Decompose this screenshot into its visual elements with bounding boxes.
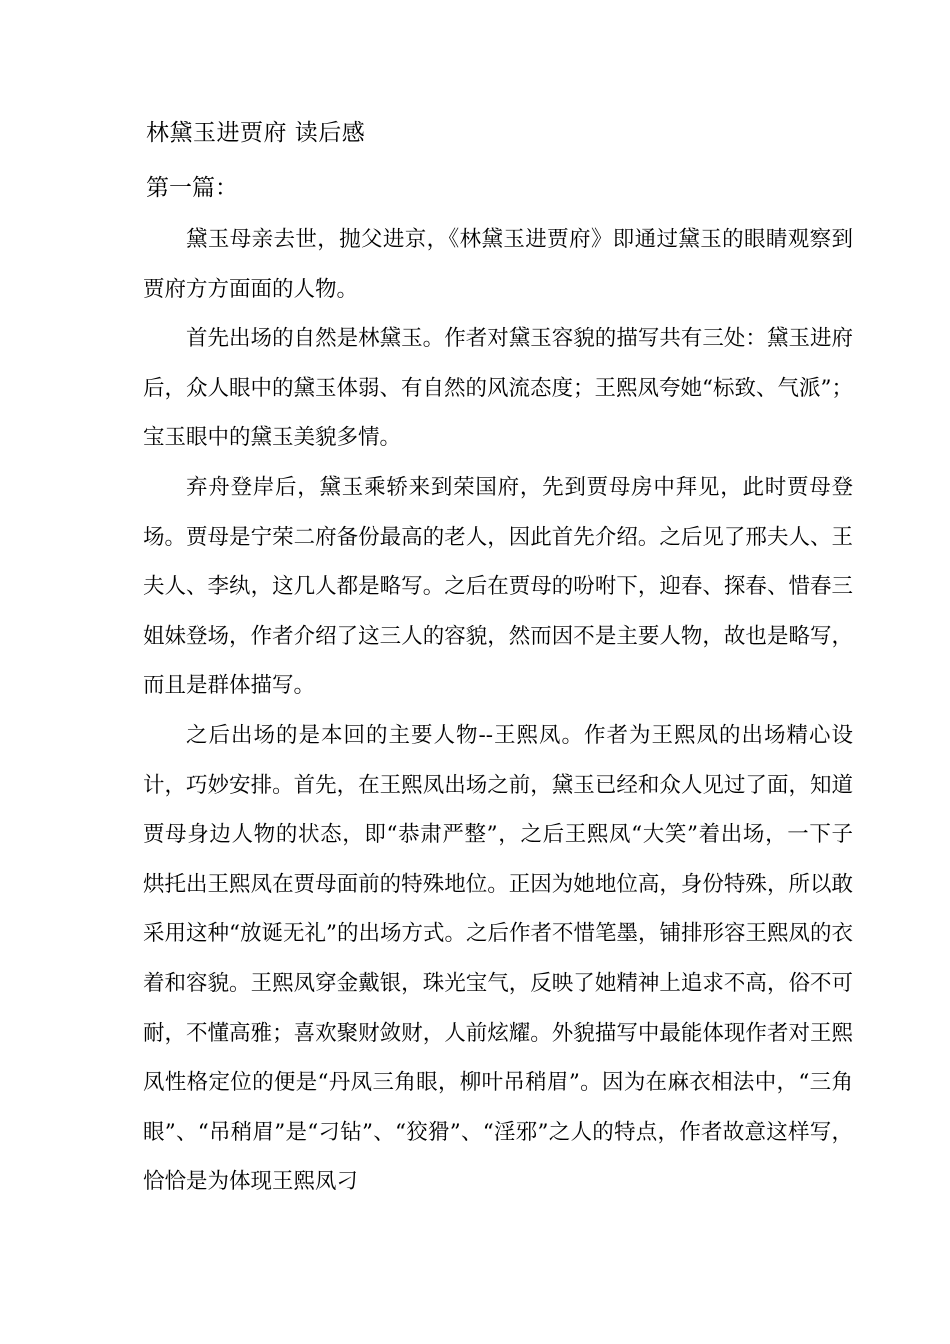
section-label: 第一篇： xyxy=(146,175,238,201)
paragraph: 之后出场的是本回的主要人物--王熙凤。作者为王熙凤的出场精心设计，巧妙安排。首先，在王熙凤出场之前，黛玉已经和众人见过了面，知道贾母身边人物的状态，即“恭肃严整”，之后王熙凤“大笑”着出场，一下子烘托出王熙凤在贾母面前的特殊地位。正因为她地位高，身份特殊，所以敢采用这种“放诞无礼”的出场方式。之后作者不惜笔墨，铺排形容王熙凤的衣着和容貌。王熙凤穿金戴银，珠光宝气，反映了她精神上追求不高，俗不可耐，不懂高雅；喜欢聚财敛财，人前炫耀。外貌描写中最能体现作者对王熙凤性格定位的便是“丹凤三角眼，柳叶吊稍眉”。因为在麻衣相法中，“三角眼”、“吊稍眉”是“刁钻”、“狡猾”、“淫邪”之人的特点，作者故意这样写，恰恰是为体现王熙凤刁 xyxy=(143,722,853,1195)
document-title: 林黛玉进贾府 读后感 xyxy=(146,120,366,146)
paragraph: 首先出场的自然是林黛玉。作者对黛玉容貌的描写共有三处：黛玉进府后，众人眼中的黛玉体弱、有自然的风流态度；王熙凤夸她“标致、气派”；宝玉眼中的黛玉美貌多情。 xyxy=(143,326,853,451)
document-body xyxy=(143,215,853,1207)
paragraph: 弃舟登岸后，黛玉乘轿来到荣国府，先到贾母房中拜见，此时贾母登场。贾母是宁荣二府备份最高的老人，因此首先介绍。之后见了邢夫人、王夫人、李纨，这几人都是略写。之后在贾母的吩咐下，迎春、探春、惜春三姐妹登场，作者介绍了这三人的容貌，然而因不是主要人物，故也是略写，而且是群体描写。 xyxy=(143,474,853,699)
paragraph: 黛玉母亲去世，抛父进京，《林黛玉进贾府》即通过黛玉的眼睛观察到贾府方方面面的人物。 xyxy=(143,227,853,302)
